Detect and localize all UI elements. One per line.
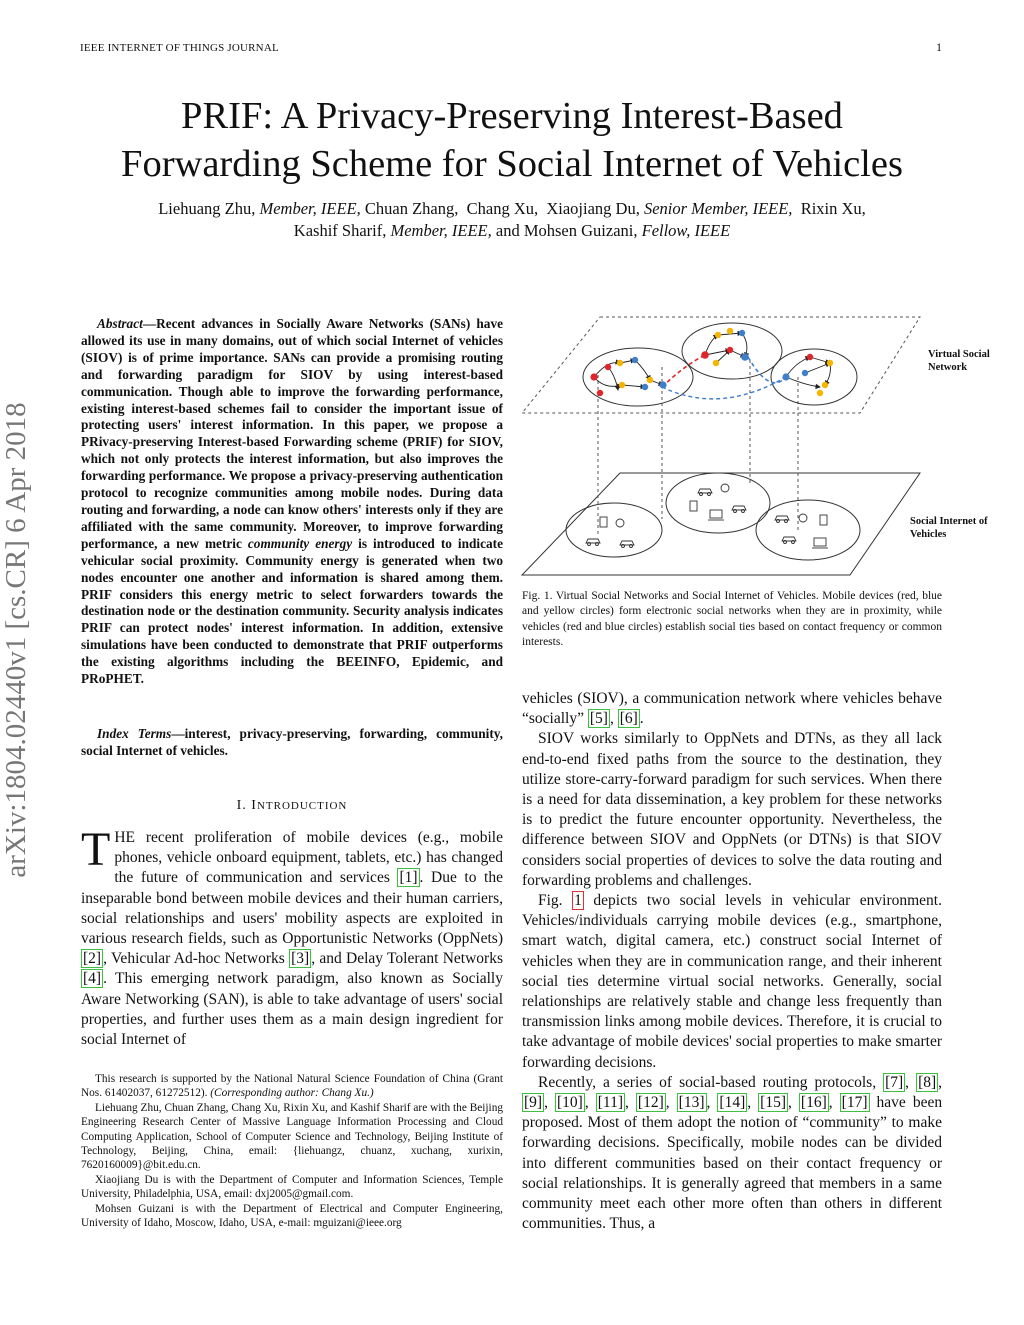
author: Chuan Zhang, (364, 199, 459, 218)
paragraph: vehicles (SIOV), a communication network where vehicles behave “socially” [5] , [6] . (522, 690, 942, 728)
abstract-text-cont: is introduced to indicate vehicular social proximity. Community energy is generated when two nodes encounter one another and information is shared among them. PRIF considers this energy metric to select forwarders towards the destination node or the destination community. Security analysis indicates PRIF can protect nodes' interest information. In addition, extensive simulations have been conducted to demonstrate that PRIF outperforms the existing algorithms including the BEEINFO, Epidemic, and PRoPHET. (81, 535, 503, 687)
footnote-funding: This research is supported by the National Natural Science Foundation of China (Grant Nos. 61402037, 61272512). (Corresponding author: Chang Xu.) (81, 1073, 503, 1100)
citation-link[interactable]: [11] (597, 1094, 623, 1112)
virtual-plane (522, 317, 920, 413)
abstract-lead: Abstract (97, 316, 143, 331)
citation-link[interactable]: [7] (885, 1073, 904, 1091)
author: Rixin Xu, (800, 199, 866, 218)
citation-link[interactable]: [1] (399, 869, 418, 887)
paper-title (60, 92, 964, 188)
footnote-affiliation: Mohsen Guizani is with the Department of Electrical and Computer Engineering, University of Idaho, Moscow, Idaho, USA, e-mail: mguizani@ieee.org (81, 1202, 503, 1230)
citation-link[interactable]: [6] (619, 710, 638, 728)
figure-caption: Fig. 1. Virtual Social Networks and Social Internet of Vehicles. Mobile devices (red, blue and yellow circles) form electronic social networks when they are in proximity, while vehicles (red and blue circles) establish social ties based on contact frequency or common interests. (522, 590, 942, 648)
author-role: Member, IEEE, (259, 199, 361, 218)
author: Kashif Sharif, (293, 221, 387, 240)
title-line-2: Forwarding Scheme for Social Internet of Vehicles (121, 143, 903, 185)
citation-link[interactable]: [4] (83, 970, 102, 988)
author: Liehuang Zhu, (158, 199, 256, 218)
citation-link[interactable]: [9] (524, 1094, 543, 1112)
author-list (70, 198, 954, 242)
blue-path (748, 357, 786, 383)
index-terms-text: —interest, privacy-preserving, forwarding, community, social Internet of vehicles. (81, 726, 503, 758)
citation-link[interactable]: [17] (841, 1094, 868, 1112)
arxiv-stamp: arXiv:1804.02440v1 [cs.CR] 6 Apr 2018 (0, 402, 32, 878)
page-number: 1 (936, 40, 942, 54)
vehicle-cluster (756, 500, 860, 560)
citation-link[interactable]: [16] (800, 1094, 827, 1112)
figure-label-virtual: Virtual Social Network (928, 349, 990, 373)
author-role: Senior Member, IEEE, (643, 199, 793, 218)
citation-link[interactable]: [12] (637, 1094, 664, 1112)
right-column-body (522, 689, 942, 1234)
vehicle-cluster (666, 473, 770, 533)
author: and Mohsen Guizani, (495, 221, 638, 240)
abstract-term: community energy (247, 535, 353, 551)
red-path (662, 355, 705, 387)
abstract (81, 316, 503, 688)
section-heading: I. INTRODUCTION (236, 798, 348, 813)
figure-link[interactable]: 1 (574, 892, 582, 910)
footnotes (81, 1072, 503, 1230)
drop-cap: T (81, 823, 111, 876)
citation-link[interactable]: [2] (83, 950, 102, 968)
citation-link[interactable]: [3] (291, 950, 310, 968)
author-role: Member, IEEE, (390, 221, 492, 240)
author-role: Fellow, IEEE (641, 221, 731, 240)
citation-link[interactable]: [8] (918, 1073, 937, 1091)
figure-label-siov: Social Internet of Vehicles (910, 516, 988, 540)
index-terms (81, 726, 503, 760)
community-ellipse (583, 348, 693, 406)
author: Chang Xu, (466, 199, 539, 218)
footnote-affiliation: Liehuang Zhu, Chuan Zhang, Chang Xu, Rixin Xu, and Kashif Sharif are with the Beijing Engineering Research Center of Massive Language Information Processing and Cloud Computing Application, School of Computer Science and Technology, Beijing Institute of Technology, Beijing, China, email: {liehuangz, chuanz, xuchang, xurixin, 7620160009}@bit.edu.cn. (81, 1101, 503, 1172)
paragraph: Recently, a series of social-based routing protocols, [7] , [8] , [9] , [10] , [11] , [12] , [13] , [14] , [15] , [16] , [17] have been proposed. Most of them adopt the notion of “community” to make forwarding decisions. Specifically, mobile nodes can be divided into different communities based on their contact frequency or social relationships. It is generally agreed that members in a same community meet each other more often than others in different communities. Thus, a (522, 1073, 943, 1233)
citation-link[interactable]: [5] (589, 710, 608, 728)
title-line-1: PRIF: A Privacy-Preserving Interest-Based (181, 95, 843, 137)
paragraph: Fig. 1 depicts two social levels in vehicular environment. Vehicles/individuals carrying mobile devices (e.g., smartphone, smart watch, digital camera, etc.) construct social Internet of vehicles when they are in communication range, and their inherent social ties determine virtual social networks. Generally, social relationships are relatively stable and change less frequently than transmission links among mobile devices. Therefore, it is crucial to take advantage of mobile devices' social properties to make smarter forwarding decisions. (522, 892, 942, 1071)
paragraph: SIOV works similarly to OppNets and DTNs, as they all lack end-to-end fixed paths from the source to the destination, they utilize store-carry-forward paradigm for such services. When there is a need for data dissemination, a key problem for these networks is to predict the future encounter opportunity. Nevertheless, the difference between SIOV and OppNets (or DTNs) is that SIOV considers social properties of devices to solve the data routing and forwarding problems and challenges. (522, 730, 942, 889)
intro-paragraph: THE recent proliferation of mobile devices (e.g., mobile phones, vehicle onboard equipment, tablets, etc.) has changed the future of communication and services [1] . Due to the inseparable bond between mobile devices and their human carriers, social relationships and users' mobility aspects are exploited in various research fields, such as Opportunistic Networks (OppNets) [2] , Vehicular Ad-hoc Networks [3] , and Delay Tolerant Networks [4] . This emerging network paradigm, also known as Socially Aware Networking (SAN), is able to take advantage of users' social properties, and further uses them as a main design ingredient for social Internet of (81, 823, 503, 1049)
citation-link[interactable]: [10] (557, 1094, 583, 1112)
vehicle-cluster (566, 503, 662, 557)
citation-link[interactable]: [13] (678, 1094, 705, 1112)
author: Xiaojiang Du, (546, 199, 640, 218)
citation-link[interactable]: [14] (719, 1094, 746, 1112)
abstract-text: —Recent advances in Socially Aware Networks (SANs) have allowed its use in many domains, out of which social Internet of vehicles (SIOV) is of prime importance. SANs can provide a promising routing and forwarding paradigm for SIOV by using interest-based communication. Though able to improve the forwarding performance, existing interest-based schemes fail to consider the important issue of protecting users' interest information. In this paper, we propose a PRivacy-preserving Interest-based Forwarding scheme (PRIF) for SIOV, which not only protects the interest information, but also improves the forwarding performance. We propose a privacy-preserving authentication protocol to recognize communities among mobile nodes. During data routing and forwarding, a node can know others' interests only if they are affiliated with the same community. Moreover, to improve forwarding performance, a new metric (81, 316, 503, 551)
citation-link[interactable]: [15] (760, 1094, 786, 1112)
running-header: IEEE INTERNET OF THINGS JOURNAL (80, 42, 279, 54)
index-terms-lead: Index Terms (97, 726, 172, 741)
footnote-affiliation: Xiaojiang Du is with the Department of Computer and Information Sciences, Temple University, Philadelphia, USA, email: dxj2005@gmail.com. (81, 1173, 503, 1201)
